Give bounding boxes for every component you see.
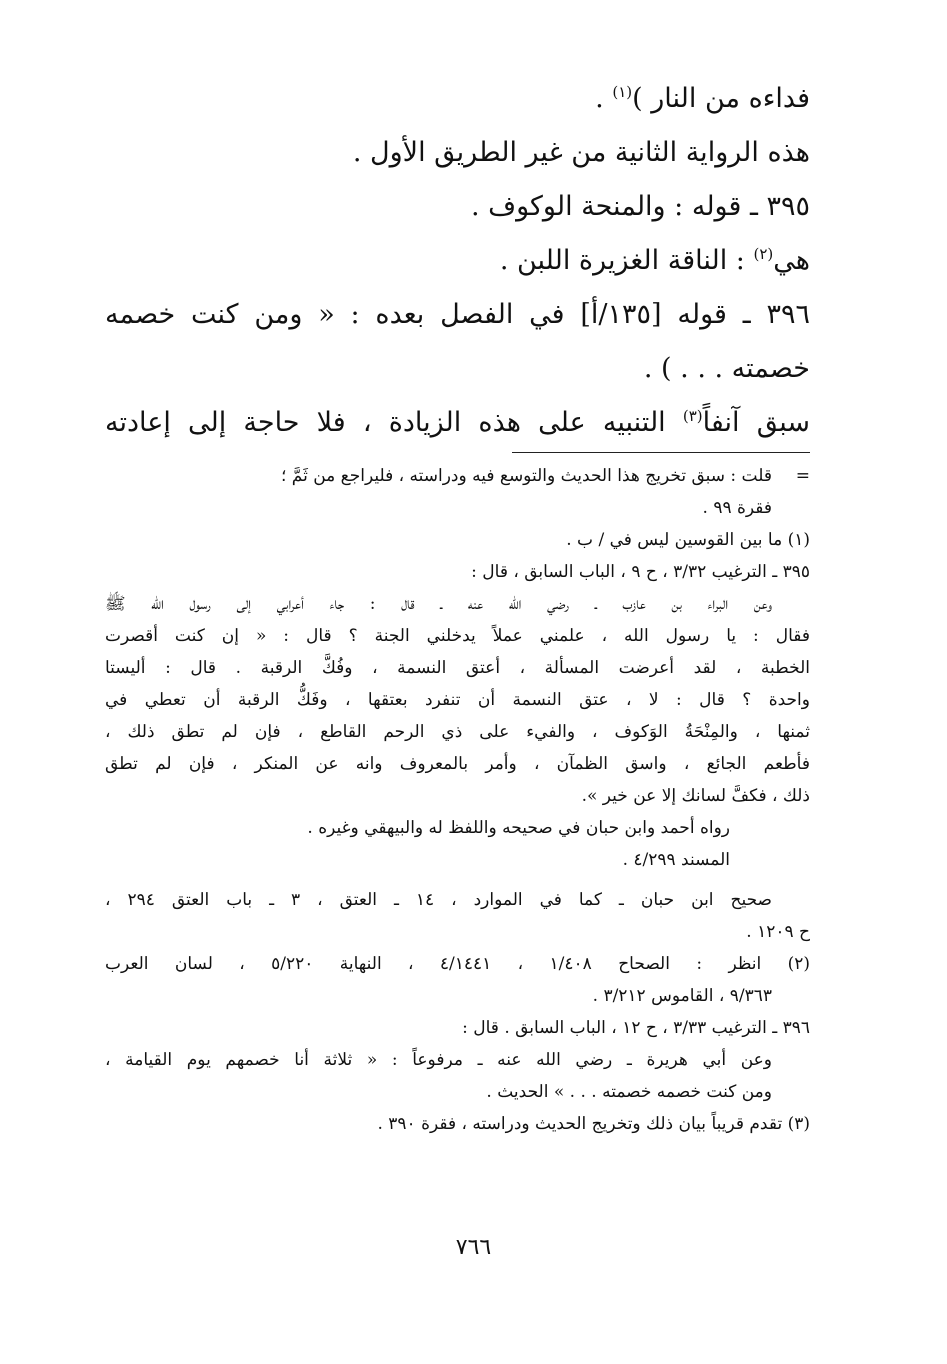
main-line-1-end: . [595, 83, 613, 114]
note-395-body-6: فأطعم الجائع ، واسق الظمآن ، وأمر بالمعروف وانه عن المنكر ، فإن لم تطق [105, 754, 810, 774]
note-396-body-2: ومن كنت خصمه خصمته . . . » الحديث . [486, 1082, 772, 1102]
footnote-ref-2: (٢) [753, 245, 774, 263]
note-395-body-7: ذلك ، فكفَّ لسانك إلا عن خير ». [581, 786, 810, 806]
note-395-body-4: واحدة ؟ قال : لا ، عتق النسمة أن تنفرد بعتقها ، وفَكُّ الرقبة أن تعطي في [105, 690, 810, 710]
note-395-narration: رواه أحمد وابن حبان في صحيحه واللفظ له والبيهقي وغيره . [307, 818, 730, 838]
note-395-body-5: ثمنها ، والمِنْحَةُ الوَكوف ، والفيء على ذي الرحم القاطع ، فإن لم تطق ذلك ، [105, 722, 810, 742]
main-line-7-start: سبق آنفاً [702, 407, 810, 438]
note-396-body-1: وعن أبي هريرة ـ رضي الله عنه ـ مرفوعاً : « ثلاثة أنا خصمهم يوم القيامة ، [105, 1050, 772, 1070]
footnote-ref-3: (٣) [682, 407, 703, 425]
footnote-1: (١) ما بين القوسين ليس في / ب . [566, 530, 810, 550]
main-line-3: ٣٩٥ ـ قوله : والمنحة الوكوف . [470, 191, 810, 222]
main-line-4-start: هي [773, 245, 810, 276]
note-395-sahih-2: ح ١٢٠٩ . [746, 922, 810, 942]
continuation-mark: = [795, 466, 810, 486]
note-395-sahih-1: صحيح ابن حبان ـ كما في الموارد ، ١٤ ـ العتق ، ٣ ـ باب العتق ٢٩٤ ، [105, 890, 772, 910]
footnote-divider [512, 452, 810, 453]
main-line-7-text: التنبيه على هذه الزيادة ، فلا حاجة إلى إعادته [105, 407, 683, 438]
note-395-body-1: وعن البراء بن عازب ـ رضي الله عنه ـ قال : جاء أعرابي إلى رسول الله ﷺ [105, 594, 772, 614]
main-line-2: هذه الرواية الثانية من غير الطريق الأول . [352, 137, 810, 168]
footnote-2-line-1: (٢) انظر : الصحاح ١/٤٠٨ ، ٤/١٤٤١ ، النهاية ٥/٢٢٠ ، لسان العرب [105, 954, 811, 974]
main-text [105, 72, 810, 450]
main-line-1 [105, 72, 810, 126]
footnote-2-line-2: ٩/٣٦٣ ، القاموس ٣/٢١٢ . [592, 986, 772, 1006]
main-line-5: ٣٩٦ ـ قوله [١٣٥/أ] في الفصل بعده : « ومن كنت خصمه [105, 299, 811, 330]
note-395-musnad: المسند ٤/٢٩٩ . [622, 850, 730, 870]
main-line-6: خصمته . . . ) . [643, 353, 810, 384]
spacer [105, 876, 810, 884]
main-line-1-text: فداءه من النار ) [632, 83, 810, 114]
footnote-3: (٣) تقدم قريباً بيان ذلك وتخريج الحديث ودراسته ، فقرة ٣٩٠ . [377, 1114, 810, 1134]
note-395-body-3: الخطبة ، لقد أعرضت المسألة ، أعتق النسمة ، وفُكَّ الرقبة . قال : أليستا [105, 658, 810, 678]
main-line-4-text: : الناقة الغزيرة اللبن . [499, 245, 754, 276]
note-396-heading: ٣٩٦ ـ الترغيب ٣/٣٣ ، ح ١٢ ، الباب السابق . قال : [462, 1018, 810, 1038]
page-number: ٧٦٦ [455, 1235, 492, 1260]
continuation-text: قلت : سبق تخريج هذا الحديث والتوسع فيه ودراسته ، فليراجع من ثَمَّ ؛ [280, 466, 772, 486]
main-line-7 [105, 396, 810, 450]
continuation-line-2: فقرة ٩٩ . [702, 498, 772, 518]
footnote-ref-1: (١) [612, 83, 633, 101]
note-395-body-2: فقال : يا رسول الله ، علمني عملاً يدخلني الجنة ؟ قال : « إن كنت أقصرت [105, 626, 810, 646]
continuation-line-1 [105, 460, 810, 492]
note-395-heading: ٣٩٥ ـ الترغيب ٣/٣٢ ، ح ٩ ، الباب السابق ، قال : [471, 562, 810, 582]
main-line-4 [105, 234, 810, 288]
footnotes [105, 460, 810, 1140]
